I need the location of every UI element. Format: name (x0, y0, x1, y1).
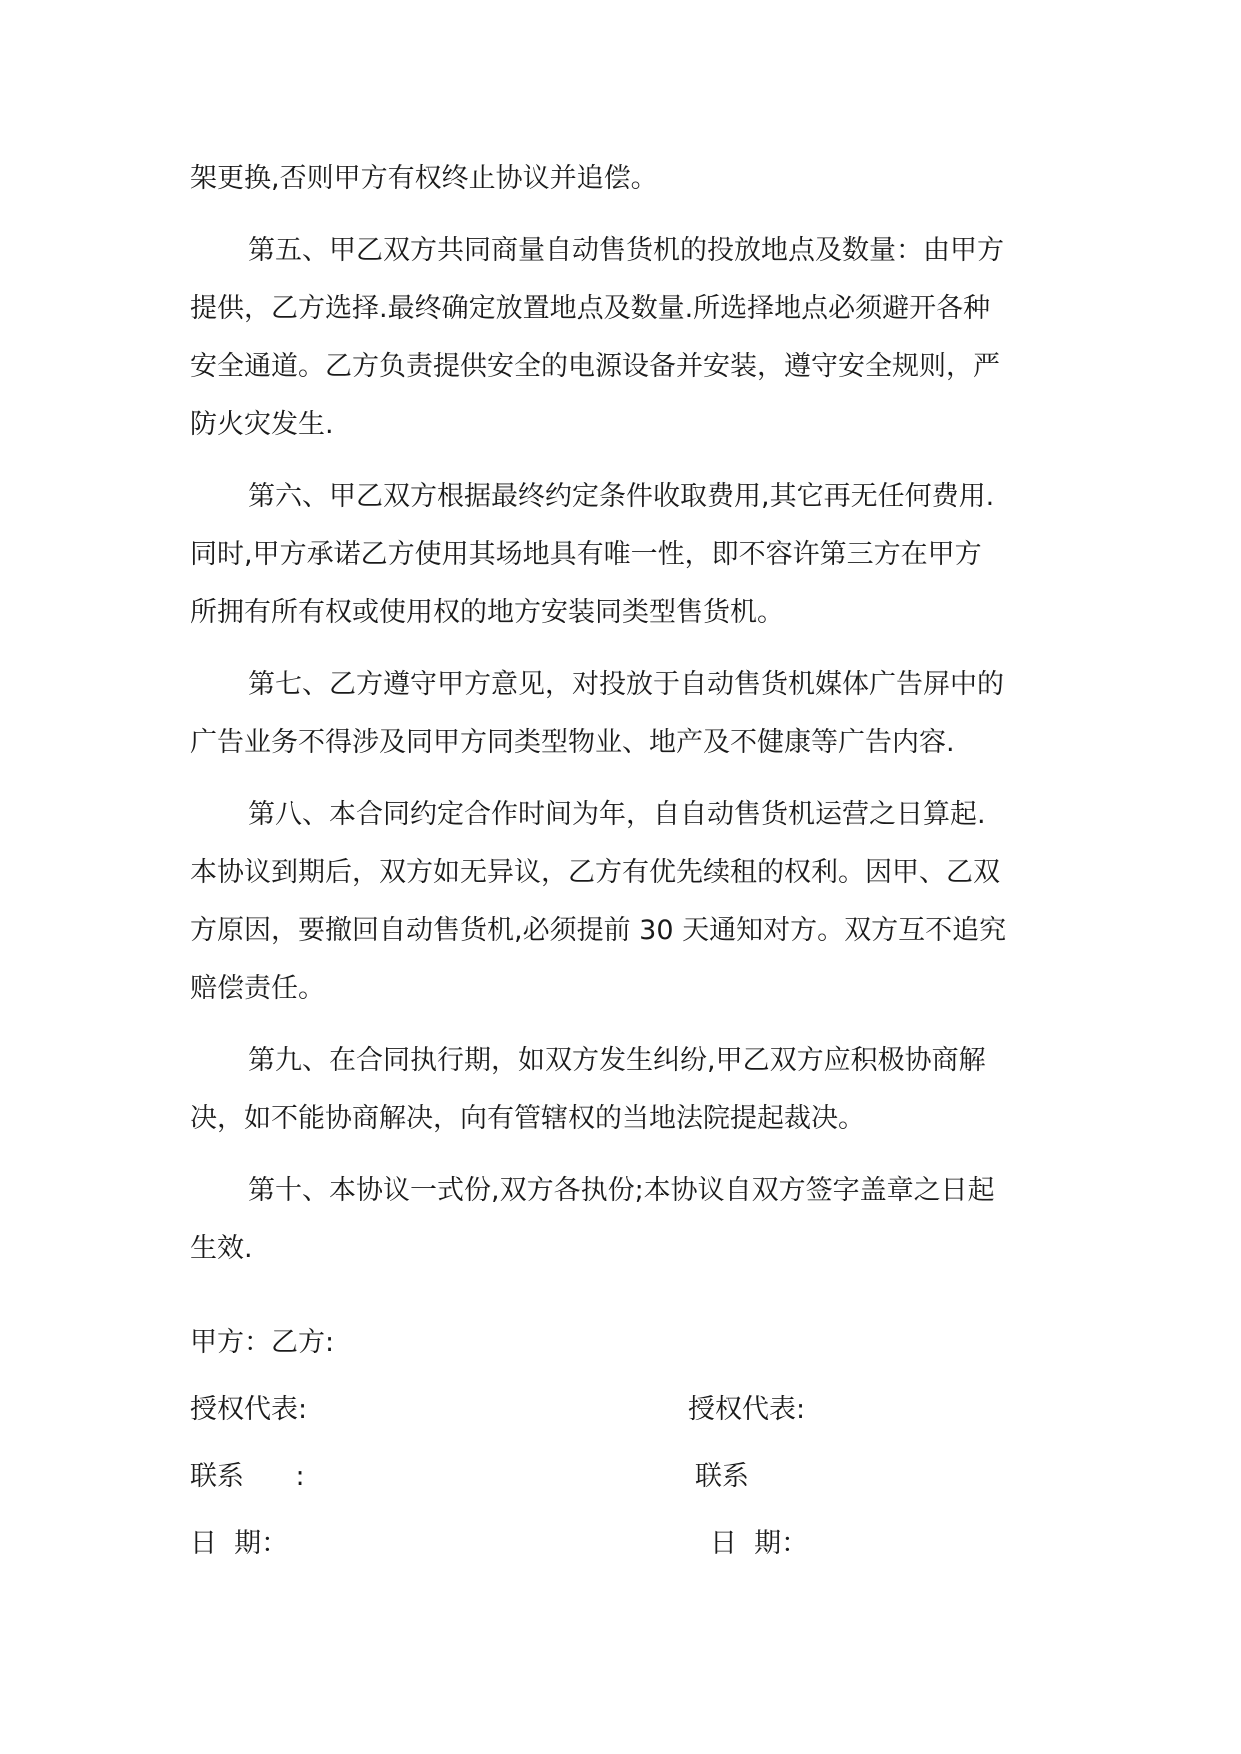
contract-body (190, 150, 1070, 1292)
party-a-contact-label: 联系 : (190, 1461, 305, 1492)
text-line: 赔偿责任。 (190, 973, 325, 1004)
text-line: 第十、本协议一式份,双方各执份;本协议自双方签字盖章之日起 (248, 1175, 995, 1206)
clause-6 (190, 468, 1070, 642)
text-line: 决，如不能协商解决，向有管辖权的当地法院提起裁决。 (190, 1103, 865, 1134)
text-line: 第九、在合同执行期，如双方发生纠纷,甲乙双方应积极协商解 (248, 1045, 986, 1076)
clause-8 (190, 786, 1070, 1018)
parties-label: 甲方：乙方: (190, 1327, 335, 1358)
clause-10 (190, 1162, 1070, 1278)
text-line: 生效. (190, 1233, 253, 1264)
text-line: 安全通道。乙方负责提供安全的电源设备并安装，遵守安全规则，严 (190, 351, 1000, 382)
party-b-contact-label: 联系 (695, 1461, 749, 1492)
text-line: 第八、本合同约定合作时间为年，自自动售货机运营之日算起. (248, 799, 986, 830)
text-line: 第七、乙方遵守甲方意见，对投放于自动售货机媒体广告屏中的 (248, 669, 1004, 700)
contact-row (190, 1455, 1070, 1499)
party-b-date-label: 日 期： (710, 1528, 809, 1559)
parties-line (190, 1321, 1070, 1365)
authorized-rep-row (190, 1388, 1070, 1432)
text-line: 所拥有所有权或使用权的地方安装同类型售货机。 (190, 597, 784, 628)
text-line: 第六、甲乙双方根据最终约定条件收取费用,其它再无任何费用. (248, 481, 995, 512)
party-a-date-label: 日 期： (190, 1528, 289, 1559)
text-line: 方原因，要撤回自动售货机,必须提前 30 天通知对方。双方互不追究 (190, 915, 1007, 946)
text-line: 提供，乙方选择.最终确定放置地点及数量.所选择地点必须避开各种 (190, 293, 991, 324)
text-line: 第五、甲乙双方共同商量自动售货机的投放地点及数量：由甲方 (248, 235, 1004, 266)
clause-5 (190, 222, 1070, 454)
text-line: 广告业务不得涉及同甲方同类型物业、地产及不健康等广告内容. (190, 727, 955, 758)
text-line: 架更换,否则甲方有权终止协议并追偿。 (190, 163, 658, 194)
signature-block (190, 1321, 1070, 1589)
clause-9 (190, 1032, 1070, 1148)
clause-7 (190, 656, 1070, 772)
text-line: 防火灾发生. (190, 409, 334, 440)
party-b-authorized-rep-label: 授权代表: (688, 1394, 806, 1425)
clause-4-continuation (190, 150, 1070, 208)
text-line: 本协议到期后，双方如无异议，乙方有优先续租的权利。因甲、乙双 (190, 857, 1000, 888)
date-row (190, 1522, 1070, 1566)
text-line: 同时,甲方承诺乙方使用其场地具有唯一性，即不容许第三方在甲方 (190, 539, 982, 570)
party-a-authorized-rep-label: 授权代表: (190, 1394, 308, 1425)
